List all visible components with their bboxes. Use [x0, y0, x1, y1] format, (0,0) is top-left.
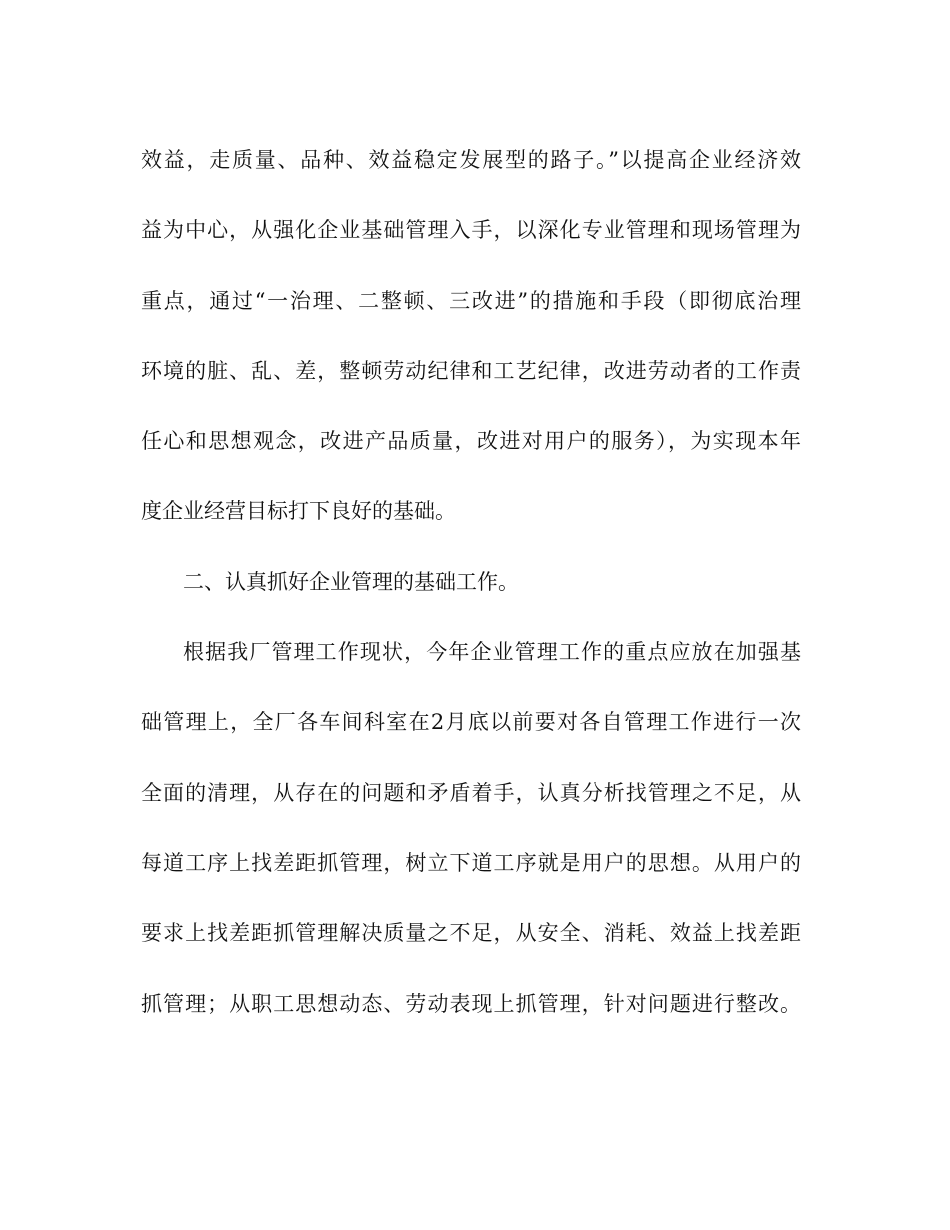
paragraph-line: 度企业经营目标打下良好的基础。 — [141, 499, 456, 523]
paragraph-line: 任心和思想观念，改进产品质量，改进对用户的服务），为实现本年 — [141, 429, 801, 453]
paragraph-line: 重点，通过“一治理、二整顿、三改进”的措施和手段（即彻底治理 — [141, 289, 801, 313]
paragraph-line: 每道工序上找差距抓管理，树立下道工序就是用户的思想。从用户的 — [141, 851, 801, 875]
paragraph-line: 要求上找差距抓管理解决质量之不足，从安全、消耗、效益上找差距 — [141, 921, 801, 945]
section-heading: 二、认真抓好企业管理的基础工作。 — [183, 570, 519, 594]
paragraph-line: 根据我厂管理工作现状，今年企业管理工作的重点应放在加强基 — [183, 640, 801, 664]
paragraph-line: 础管理上，全厂各车间科室在2月底以前要对各自管理工作进行一次 — [141, 710, 801, 734]
paragraph-line: 效益，走质量、品种、效益稳定发展型的路子。”以提高企业经济效 — [141, 148, 801, 172]
paragraph-line: 环境的脏、乱、差，整顿劳动纪律和工艺纪律，改进劳动者的工作责 — [141, 359, 801, 383]
paragraph-line: 抓管理；从职工思想动态、劳动表现上抓管理，针对问题进行整改。 — [141, 992, 801, 1016]
paragraph-line: 全面的清理，从存在的问题和矛盾着手，认真分析找管理之不足，从 — [141, 781, 801, 805]
paragraph-line: 益为中心，从强化企业基础管理入手，以深化专业管理和现场管理为 — [141, 218, 801, 242]
